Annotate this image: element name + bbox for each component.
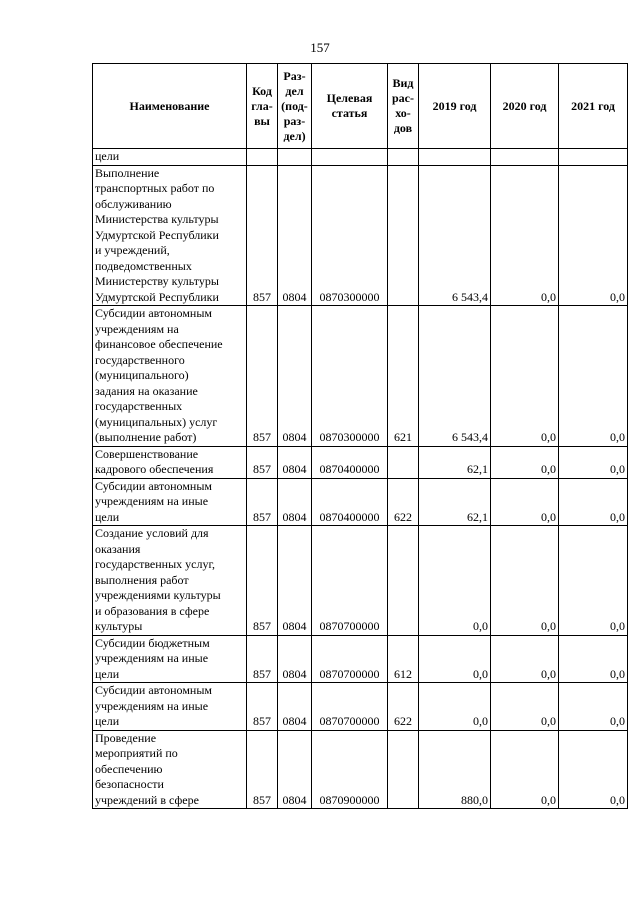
row-code: 857 bbox=[247, 446, 278, 478]
row-2020: 0,0 bbox=[491, 730, 559, 809]
row-exp-type bbox=[388, 730, 419, 809]
row-code: 857 bbox=[247, 165, 278, 306]
row-2019: 62,1 bbox=[419, 446, 491, 478]
row-section: 0804 bbox=[278, 683, 312, 731]
row-2019: 0,0 bbox=[419, 635, 491, 683]
row-exp-type: 622 bbox=[388, 478, 419, 526]
row-2020: 0,0 bbox=[491, 306, 559, 447]
row-exp-type: 612 bbox=[388, 635, 419, 683]
row-target: 0870300000 bbox=[312, 165, 388, 306]
row-section bbox=[278, 149, 312, 166]
header-year-2019: 2019 год bbox=[419, 64, 491, 149]
row-2019: 0,0 bbox=[419, 526, 491, 636]
row-2019: 6 543,4 bbox=[419, 165, 491, 306]
table-row bbox=[93, 730, 628, 809]
row-code: 857 bbox=[247, 730, 278, 809]
row-target: 0870700000 bbox=[312, 683, 388, 731]
row-section: 0804 bbox=[278, 446, 312, 478]
row-target: 0870700000 bbox=[312, 635, 388, 683]
row-target: 0870400000 bbox=[312, 478, 388, 526]
row-code bbox=[247, 149, 278, 166]
row-code: 857 bbox=[247, 526, 278, 636]
row-name: Субсидии автономным учреждениям на иные цели bbox=[93, 683, 247, 731]
row-target: 0870700000 bbox=[312, 526, 388, 636]
row-name: Субсидии автономным учреждениям на финансовое обеспечение государственного (муниципального) задания на оказание государственных (муниципальных) услуг (выполнение работ) bbox=[93, 306, 247, 447]
row-2020: 0,0 bbox=[491, 446, 559, 478]
row-name: Создание условий для оказания государственных услуг, выполнения работ учреждениями культуры и образования в сфере культуры bbox=[93, 526, 247, 636]
row-name: Выполнение транспортных работ по обслуживанию Министерства культуры Удмуртской Республики и учреждений, подведомственных Министерству культуры Удмуртской Республики bbox=[93, 165, 247, 306]
row-section: 0804 bbox=[278, 526, 312, 636]
table-row bbox=[93, 526, 628, 636]
row-name: Проведение мероприятий по обеспечению безопасности учреждений в сфере bbox=[93, 730, 247, 809]
row-2021: 0,0 bbox=[559, 306, 628, 447]
row-2021: 0,0 bbox=[559, 730, 628, 809]
row-2020 bbox=[491, 149, 559, 166]
table-row bbox=[93, 149, 628, 166]
row-section: 0804 bbox=[278, 165, 312, 306]
table-row bbox=[93, 683, 628, 731]
header-row bbox=[93, 64, 628, 149]
row-target: 0870400000 bbox=[312, 446, 388, 478]
row-2020: 0,0 bbox=[491, 165, 559, 306]
header-chapter-code: Код гла- вы bbox=[247, 64, 278, 149]
row-exp-type: 621 bbox=[388, 306, 419, 447]
row-exp-type: 622 bbox=[388, 683, 419, 731]
row-section: 0804 bbox=[278, 306, 312, 447]
row-2019: 6 543,4 bbox=[419, 306, 491, 447]
row-2019: 0,0 bbox=[419, 683, 491, 731]
row-2020: 0,0 bbox=[491, 478, 559, 526]
row-exp-type bbox=[388, 149, 419, 166]
row-code: 857 bbox=[247, 306, 278, 447]
row-code: 857 bbox=[247, 635, 278, 683]
row-target: 0870300000 bbox=[312, 306, 388, 447]
budget-table bbox=[92, 63, 628, 809]
header-section: Раз- дел (под- раз- дел) bbox=[278, 64, 312, 149]
row-2021: 0,0 bbox=[559, 478, 628, 526]
row-exp-type bbox=[388, 526, 419, 636]
row-2020: 0,0 bbox=[491, 526, 559, 636]
header-name: Наименование bbox=[93, 64, 247, 149]
row-target: 0870900000 bbox=[312, 730, 388, 809]
table-row bbox=[93, 306, 628, 447]
row-2021: 0,0 bbox=[559, 526, 628, 636]
row-name: Субсидии автономным учреждениям на иные цели bbox=[93, 478, 247, 526]
row-section: 0804 bbox=[278, 478, 312, 526]
row-2021: 0,0 bbox=[559, 635, 628, 683]
row-2021: 0,0 bbox=[559, 683, 628, 731]
row-name: Субсидии бюджетным учреждениям на иные цели bbox=[93, 635, 247, 683]
row-exp-type bbox=[388, 165, 419, 306]
row-name: цели bbox=[93, 149, 247, 166]
row-2019: 62,1 bbox=[419, 478, 491, 526]
table-row bbox=[93, 446, 628, 478]
table-row bbox=[93, 635, 628, 683]
row-target bbox=[312, 149, 388, 166]
header-year-2020: 2020 год bbox=[491, 64, 559, 149]
page-number: 157 bbox=[310, 40, 330, 55]
row-name: Совершенствование кадрового обеспечения bbox=[93, 446, 247, 478]
header-target-article: Целевая статья bbox=[312, 64, 388, 149]
row-exp-type bbox=[388, 446, 419, 478]
row-2021 bbox=[559, 149, 628, 166]
row-2020: 0,0 bbox=[491, 683, 559, 731]
row-2019 bbox=[419, 149, 491, 166]
row-code: 857 bbox=[247, 683, 278, 731]
row-code: 857 bbox=[247, 478, 278, 526]
header-expense-type: Вид рас- хо- дов bbox=[388, 64, 419, 149]
table-row bbox=[93, 165, 628, 306]
row-2019: 880,0 bbox=[419, 730, 491, 809]
header-year-2021: 2021 год bbox=[559, 64, 628, 149]
row-2021: 0,0 bbox=[559, 446, 628, 478]
row-2021: 0,0 bbox=[559, 165, 628, 306]
row-section: 0804 bbox=[278, 635, 312, 683]
table-row bbox=[93, 478, 628, 526]
row-2020: 0,0 bbox=[491, 635, 559, 683]
row-section: 0804 bbox=[278, 730, 312, 809]
